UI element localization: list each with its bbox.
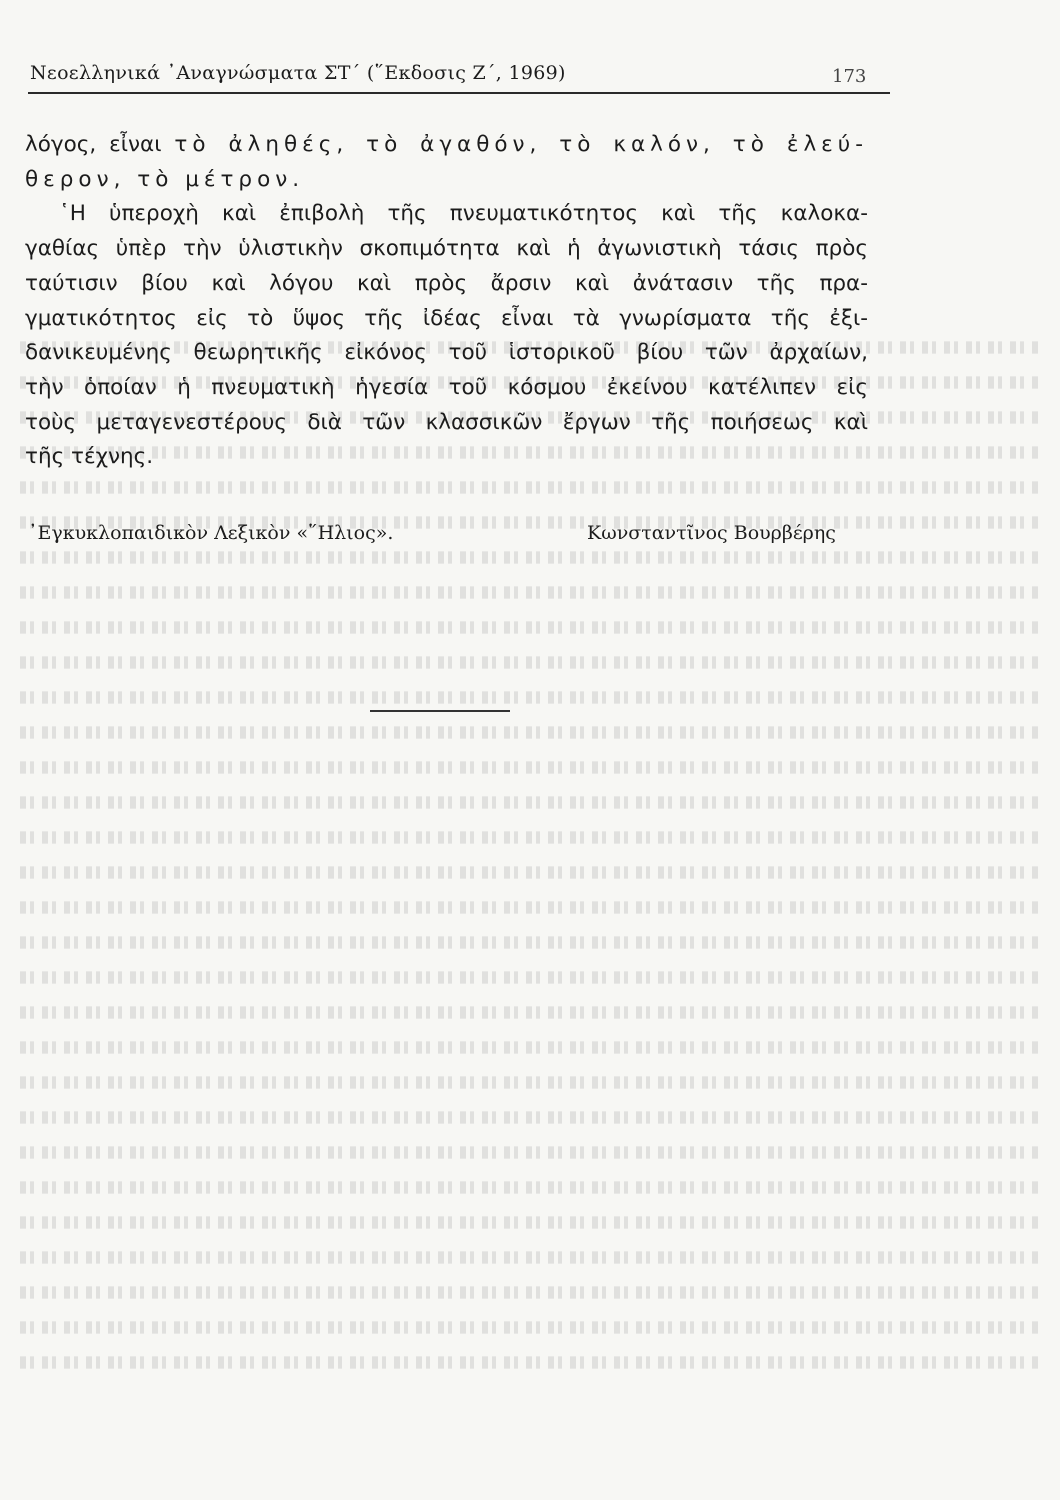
text-line: τῆς τέχνης. — [25, 444, 154, 470]
running-header: Νεοελληνικά ᾿Αναγνώσματα ΣΤ΄ (῞Εκδοσις Ζ΄, 1969) — [30, 62, 566, 84]
text-line: λόγος, εἶναι τὸ ἀληθές, τὸ ἀγαθόν, τὸ καλόν, τὸ ἐλεύ- — [25, 132, 868, 157]
text-line: θερον, τὸ μέτρον. — [25, 166, 305, 192]
page-number: 173 — [832, 66, 867, 87]
header-rule — [28, 92, 890, 94]
text-line: δανικευμένης θεωρητικῆς εἰκόνος τοῦ ἱστορικοῦ βίου τῶν ἀρχαίων, — [25, 340, 868, 366]
paragraph-start: ῾Η ὑπεροχὴ καὶ ἐπιβολὴ τῆς πνευματικότητος καὶ τῆς καλοκα- — [59, 201, 868, 227]
show-through-text — [20, 330, 1040, 1410]
text-line: τὴν ὁποίαν ἡ πνευματικὴ ἡγεσία τοῦ κόσμου ἐκείνου κατέλιπεν εἰς — [25, 374, 868, 400]
body-text — [25, 128, 868, 475]
source-reference: ᾿Εγκυκλοπαιδικὸν Λεξικὸν «῞Ηλιος». — [28, 522, 394, 544]
text-line: τοὺς μεταγενεστέρους διὰ τῶν κλασσικῶν ἔργων τῆς ποιήσεως καὶ — [25, 409, 868, 435]
text-line: γματικότητος εἰς τὸ ὕψος τῆς ἰδέας εἶναι τὰ γνωρίσματα τῆς ἐξι- — [25, 305, 868, 331]
section-separator — [370, 710, 510, 712]
text-line: γαθίας ὑπὲρ τὴν ὑλιστικὴν σκοπιμότητα καὶ ἡ ἀγωνιστικὴ τάσις πρὸς — [25, 236, 868, 262]
text-line: ταύτισιν βίου καὶ λόγου καὶ πρὸς ἄρσιν καὶ ἀνάτασιν τῆς πρα- — [25, 270, 868, 296]
author-name: Κωνσταντῖνος Βουρβέρης — [587, 522, 836, 544]
